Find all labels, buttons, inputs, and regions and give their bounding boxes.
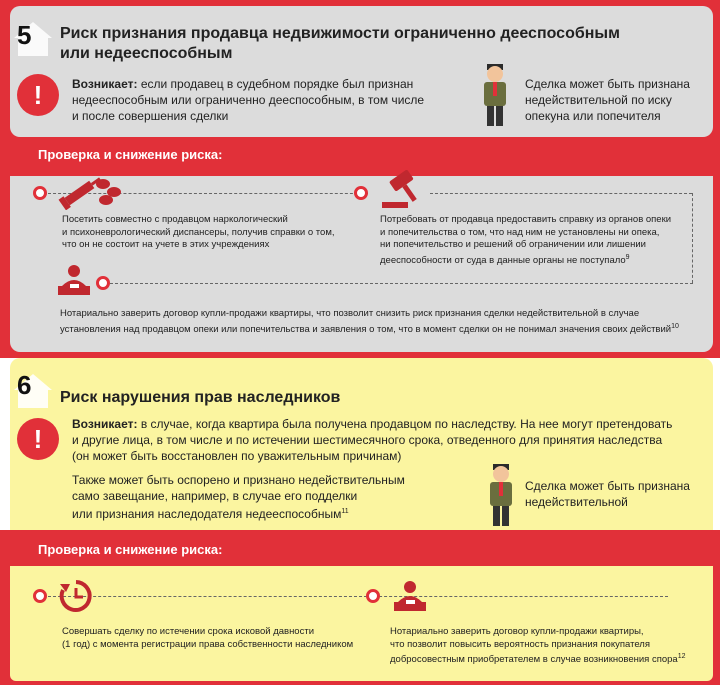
risk6-check-title: Проверка и снижение риска: xyxy=(38,542,223,557)
notary-icon xyxy=(56,264,92,296)
risk6-section xyxy=(0,358,720,685)
timeline-dot xyxy=(96,276,110,290)
risk5-arises: Возникает: если продавец в судебном порядке был признан недееспособным или ограниченно дееспособным, в том числе и после совершения сделки xyxy=(72,77,425,123)
person-icon xyxy=(478,62,512,128)
timeline-dot xyxy=(366,589,380,603)
risk5-step1: Посетить совместно с продавцом наркологический и психоневрологический диспансеры, получив справки о том, что он не состоит на учете в этих учреждениях xyxy=(62,214,335,250)
syringe-pills-icon xyxy=(58,168,124,210)
risk6-step2: Нотариально заверить договор купли-продажи квартиры, что позволит повысить вероятность признания покупателя добросовестным приобретателем в случае возникновения спора$^{12}$ xyxy=(390,626,686,666)
timeline-dot xyxy=(354,186,368,200)
person-icon xyxy=(484,462,518,528)
risk5-consequence: Сделка может быть признана недействительной по иску опекуна или попечителя xyxy=(525,77,690,123)
risk6-arises: Возникает: в случае, когда квартира была получена продавцом по наследству. На нее могут претендовать и другие лица, в том числе и по истечении шестимесячного срока, отведенного для принятия наследства (он может быть восстановлен по уважительным причинам) xyxy=(72,417,673,463)
risk5-step2: Потребовать от продавца предоставить справку из органов опеки и попечительства о том, что над ним не установлены ни опека, ни попечительство и решений об ограничении или лишении дееспособности от суда в данные органы не поступало$^9$ xyxy=(380,214,672,266)
notary-icon xyxy=(392,580,428,612)
risk6-step1: Совершать сделку по истечении срока исковой давности (1 год) с момента регистрации права собственности наследником xyxy=(62,626,354,650)
risk5-check-title: Проверка и снижение риска: xyxy=(38,147,223,162)
timeline-dot xyxy=(33,186,47,200)
gavel-icon xyxy=(380,170,430,210)
clock-icon xyxy=(58,578,94,614)
timeline-line xyxy=(110,283,693,284)
risk5-step3: Нотариально заверить договор купли-продажи квартиры, что позволит снизить риск признания сделки недействительной в случае установления над продавцом опеки или попечительства и заявления о том, что в момент сделки он не понимал значения своих действий$^{10}$ xyxy=(60,308,679,335)
timeline-line xyxy=(48,596,668,597)
risk6-consequence: Сделка может быть признана недействительной xyxy=(525,479,690,509)
alert-icon: ! xyxy=(17,418,59,460)
risk5-number: 5 xyxy=(17,20,32,50)
risk6-title: Риск нарушения прав наследников xyxy=(60,389,341,406)
risk6-number: 6 xyxy=(17,370,32,400)
risk6-also: Также может быть оспорено и признано недействительным само завещание, например, в случае его подделки или признания наследодателя недееспособным$^{11}$ xyxy=(72,473,405,521)
timeline-dot xyxy=(33,589,47,603)
timeline-line xyxy=(430,193,692,194)
risk5-title: Риск признания продавца недвижимости ограниченно дееспособным или недееспособным xyxy=(60,25,620,62)
alert-icon: ! xyxy=(17,74,59,116)
